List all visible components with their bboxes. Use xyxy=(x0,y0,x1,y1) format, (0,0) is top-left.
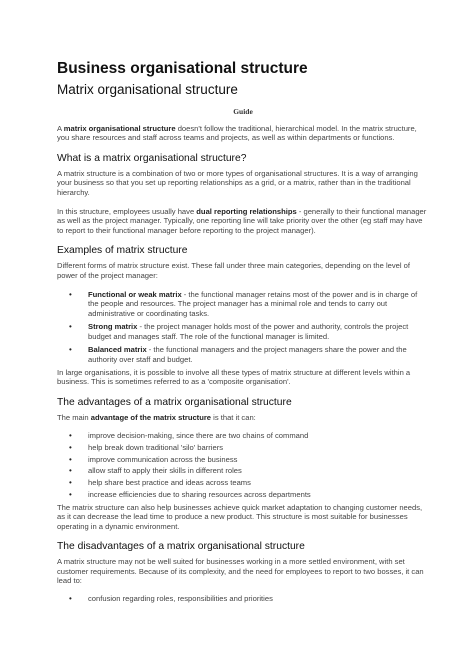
section-what-is-paragraph-1: A matrix structure is a combination of two or more types of organisational structures. It is a way of arranging your business so that you set up reporting relationships as a grid, or a matrix, rather than in the traditional hierarchy. xyxy=(57,168,418,197)
list-item: • Functional or weak matrix - the functional manager retains most of the power and is in charge of the people and resources. The project manager has a minimal role and tends to carry out administrative or coordinating tasks. xyxy=(69,290,418,318)
bullet-icon: • xyxy=(69,322,72,332)
guide-label: Guide xyxy=(233,107,253,116)
section-examples-paragraph-2: In large organisations, it is possible to involve all these types of matrix structure at different levels within a business. This is sometimes referred to as a 'composite organisation'. xyxy=(57,367,411,387)
list-item: • Balanced matrix - the functional managers and the project managers share the power and the authority over staff and budget. xyxy=(69,345,407,364)
section-advantages-paragraph-1: The main advantage of the matrix structure is that it can: xyxy=(57,412,256,422)
disadvantages-list xyxy=(57,594,429,603)
section-heading-what-is: What is a matrix organisational structure? xyxy=(57,152,247,164)
bullet-icon: • xyxy=(69,345,72,355)
list-item: • improve communication across the business xyxy=(69,454,238,464)
bullet-icon: • xyxy=(69,594,72,604)
list-item: • confusion regarding roles, responsibilities and priorities xyxy=(69,594,273,604)
list-item: • increase efficiencies due to sharing resources across departments xyxy=(69,489,311,499)
page-subtitle: Matrix organisational structure xyxy=(57,82,238,97)
section-examples-paragraph-1: Different forms of matrix structure exist. These fall under three main categories, depending on the level of power of the project manager: xyxy=(57,261,411,280)
section-disadvantages-paragraph-1: A matrix structure may not be well suited for businesses working in a more settled environment, with set customer requirements. Because of its complexity, and the need for employees to report to two bosses, it can lead to: xyxy=(57,557,424,586)
list-item: • allow staff to apply their skills in different roles xyxy=(69,466,242,476)
bullet-icon: • xyxy=(69,290,72,300)
bullet-icon: • xyxy=(69,489,72,499)
section-advantages-paragraph-2: The matrix structure can also help businesses achieve quick market adaptation to changing customer needs, as it can decrease the lead time to produce a new product. This structure is most suitable for businesses operating in a dynamic environment. xyxy=(57,503,423,531)
page-title: Business organisational structure xyxy=(57,60,308,77)
section-what-is-paragraph-2: In this structure, employees usually have dual reporting relationships - generally to their functional manager as well as the project manager. Typically, one reporting line will take priority over the other (eg staff may have to report to their functional manager before reporting to the project manager). xyxy=(57,207,427,235)
bullet-icon: • xyxy=(69,442,72,452)
section-heading-advantages: The advantages of a matrix organisational structure xyxy=(57,396,292,408)
section-heading-examples: Examples of matrix structure xyxy=(57,245,188,257)
list-item: • help break down traditional 'silo' barriers xyxy=(69,442,224,452)
document-page xyxy=(57,60,429,604)
list-item: • improve decision-making, since there are two chains of command xyxy=(69,431,309,441)
list-item: • Strong matrix - the project manager holds most of the power and authority, controls the project budget and manages staff. The role of the functional manager is limited. xyxy=(69,322,409,341)
bullet-icon: • xyxy=(69,431,72,441)
bullet-icon: • xyxy=(69,466,72,476)
advantages-list xyxy=(57,431,429,499)
bullet-icon: • xyxy=(69,477,72,487)
examples-list xyxy=(57,290,429,364)
intro-paragraph: A matrix organisational structure doesn't follow the traditional, hierarchical model. In the matrix structure, you share resources and staff across teams and projects, as well as within departments or functions. xyxy=(57,124,417,143)
bullet-icon: • xyxy=(69,454,72,464)
list-item: • help share best practice and ideas across teams xyxy=(69,477,251,487)
section-heading-disadvantages: The disadvantages of a matrix organisational structure xyxy=(57,541,305,553)
